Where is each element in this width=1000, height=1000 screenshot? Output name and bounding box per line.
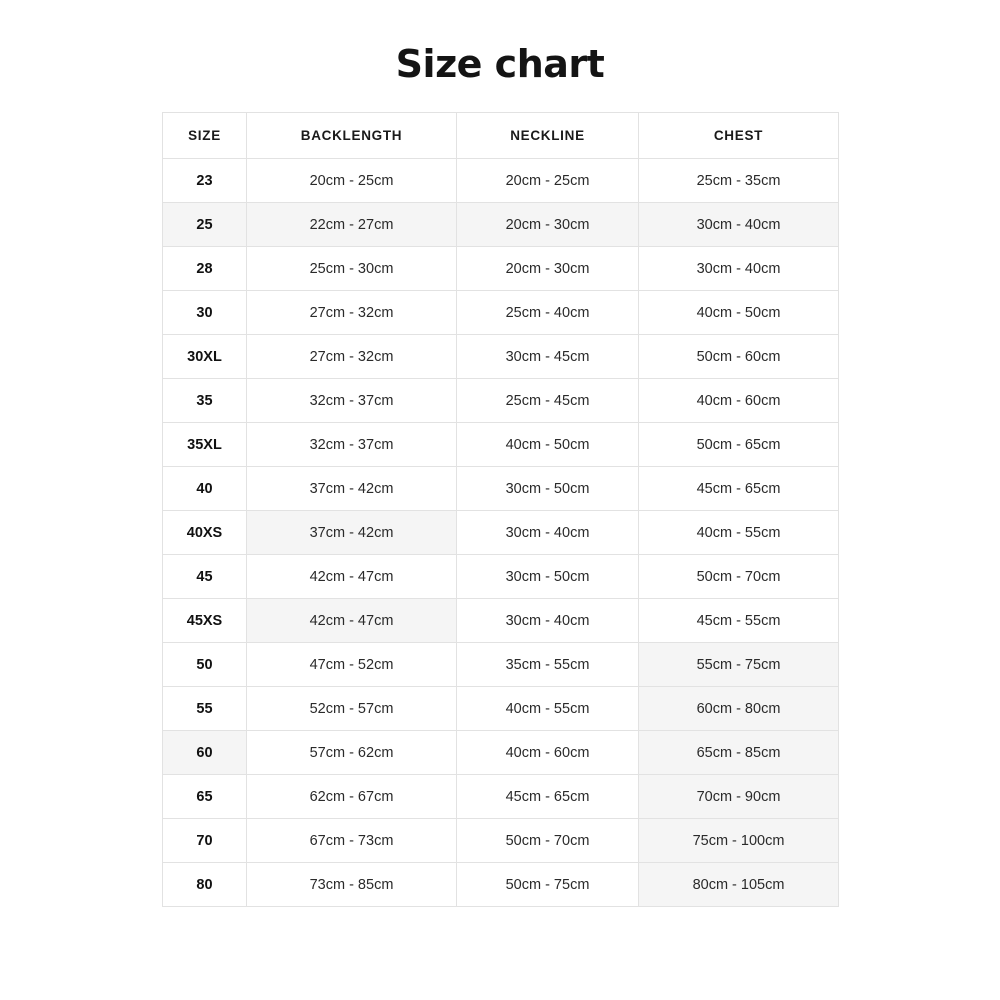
table-row — [163, 687, 839, 731]
cell-neckline: 35cm - 55cm — [457, 643, 639, 687]
table-row — [163, 555, 839, 599]
cell-size: 35 — [163, 379, 247, 423]
table-row — [163, 467, 839, 511]
cell-neckline: 50cm - 75cm — [457, 863, 639, 907]
cell-chest: 65cm - 85cm — [639, 731, 839, 775]
cell-neckline: 30cm - 40cm — [457, 511, 639, 555]
cell-chest: 45cm - 65cm — [639, 467, 839, 511]
cell-neckline: 40cm - 55cm — [457, 687, 639, 731]
table-row — [163, 599, 839, 643]
cell-chest: 40cm - 50cm — [639, 291, 839, 335]
cell-backlength: 73cm - 85cm — [247, 863, 457, 907]
cell-backlength: 52cm - 57cm — [247, 687, 457, 731]
table-row — [163, 731, 839, 775]
cell-chest: 75cm - 100cm — [639, 819, 839, 863]
cell-backlength: 42cm - 47cm — [247, 599, 457, 643]
table-row — [163, 335, 839, 379]
cell-neckline: 20cm - 30cm — [457, 247, 639, 291]
cell-backlength: 62cm - 67cm — [247, 775, 457, 819]
cell-backlength: 22cm - 27cm — [247, 203, 457, 247]
cell-backlength: 32cm - 37cm — [247, 379, 457, 423]
cell-backlength: 37cm - 42cm — [247, 467, 457, 511]
column-header-backlength: BACKLENGTH — [247, 113, 457, 159]
cell-neckline: 30cm - 40cm — [457, 599, 639, 643]
cell-neckline: 50cm - 70cm — [457, 819, 639, 863]
cell-neckline: 25cm - 45cm — [457, 379, 639, 423]
cell-size: 35XL — [163, 423, 247, 467]
cell-backlength: 27cm - 32cm — [247, 291, 457, 335]
page-title: Size chart — [395, 42, 605, 86]
cell-chest: 55cm - 75cm — [639, 643, 839, 687]
cell-chest: 40cm - 55cm — [639, 511, 839, 555]
table-row — [163, 819, 839, 863]
table-header — [163, 113, 839, 159]
cell-size: 55 — [163, 687, 247, 731]
cell-size: 40XS — [163, 511, 247, 555]
cell-size: 30 — [163, 291, 247, 335]
cell-neckline: 20cm - 25cm — [457, 159, 639, 203]
cell-size: 45XS — [163, 599, 247, 643]
cell-backlength: 37cm - 42cm — [247, 511, 457, 555]
cell-size: 40 — [163, 467, 247, 511]
cell-backlength: 67cm - 73cm — [247, 819, 457, 863]
cell-backlength: 47cm - 52cm — [247, 643, 457, 687]
cell-chest: 30cm - 40cm — [639, 203, 839, 247]
cell-size: 60 — [163, 731, 247, 775]
cell-chest: 80cm - 105cm — [639, 863, 839, 907]
cell-neckline: 40cm - 50cm — [457, 423, 639, 467]
cell-neckline: 30cm - 50cm — [457, 467, 639, 511]
table-row — [163, 643, 839, 687]
cell-backlength: 20cm - 25cm — [247, 159, 457, 203]
cell-size: 80 — [163, 863, 247, 907]
table-row — [163, 511, 839, 555]
cell-neckline: 40cm - 60cm — [457, 731, 639, 775]
cell-chest: 25cm - 35cm — [639, 159, 839, 203]
cell-chest: 30cm - 40cm — [639, 247, 839, 291]
cell-size: 28 — [163, 247, 247, 291]
cell-neckline: 45cm - 65cm — [457, 775, 639, 819]
table-row — [163, 159, 839, 203]
table-row — [163, 247, 839, 291]
table-row — [163, 379, 839, 423]
cell-backlength: 42cm - 47cm — [247, 555, 457, 599]
table-header-row — [163, 113, 839, 159]
cell-backlength: 57cm - 62cm — [247, 731, 457, 775]
cell-chest: 70cm - 90cm — [639, 775, 839, 819]
column-header-size: SIZE — [163, 113, 247, 159]
table-row — [163, 291, 839, 335]
cell-size: 30XL — [163, 335, 247, 379]
table-row — [163, 203, 839, 247]
cell-chest: 50cm - 65cm — [639, 423, 839, 467]
size-chart-table-wrap — [162, 112, 838, 907]
cell-size: 50 — [163, 643, 247, 687]
cell-chest: 50cm - 60cm — [639, 335, 839, 379]
cell-neckline: 30cm - 50cm — [457, 555, 639, 599]
cell-size: 65 — [163, 775, 247, 819]
size-chart-table — [162, 112, 839, 907]
cell-neckline: 30cm - 45cm — [457, 335, 639, 379]
cell-size: 23 — [163, 159, 247, 203]
cell-size: 45 — [163, 555, 247, 599]
cell-neckline: 25cm - 40cm — [457, 291, 639, 335]
cell-backlength: 27cm - 32cm — [247, 335, 457, 379]
column-header-neckline: NECKLINE — [457, 113, 639, 159]
table-row — [163, 775, 839, 819]
table-body — [163, 159, 839, 907]
cell-backlength: 32cm - 37cm — [247, 423, 457, 467]
cell-neckline: 20cm - 30cm — [457, 203, 639, 247]
column-header-chest: CHEST — [639, 113, 839, 159]
cell-chest: 50cm - 70cm — [639, 555, 839, 599]
cell-backlength: 25cm - 30cm — [247, 247, 457, 291]
table-row — [163, 863, 839, 907]
table-row — [163, 423, 839, 467]
cell-chest: 45cm - 55cm — [639, 599, 839, 643]
cell-size: 70 — [163, 819, 247, 863]
cell-size: 25 — [163, 203, 247, 247]
cell-chest: 60cm - 80cm — [639, 687, 839, 731]
cell-chest: 40cm - 60cm — [639, 379, 839, 423]
